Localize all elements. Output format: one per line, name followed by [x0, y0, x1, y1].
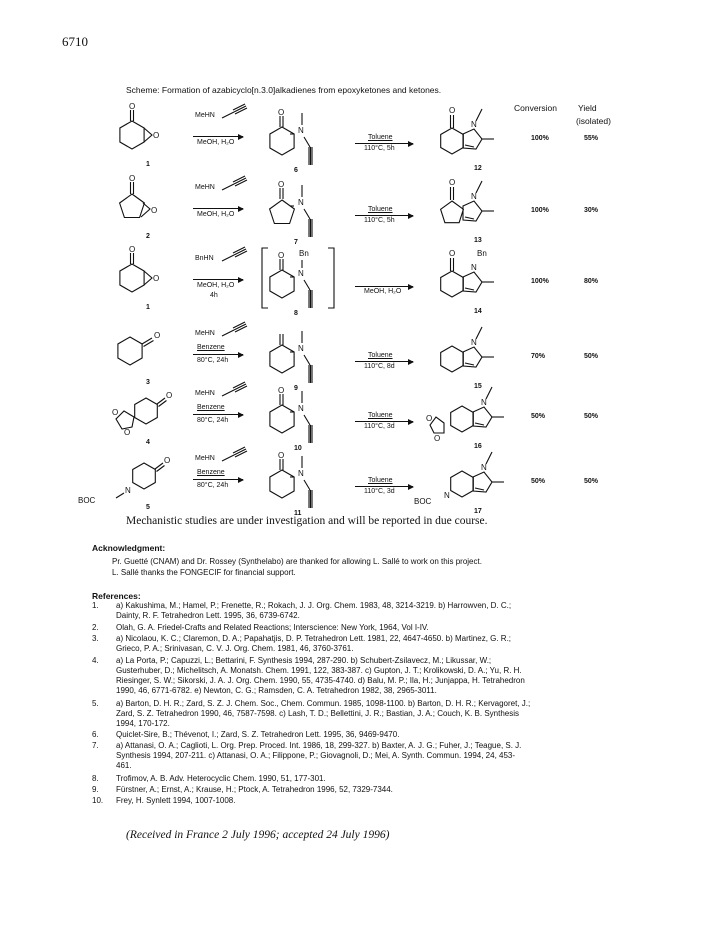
atom-label: O [278, 386, 285, 395]
reaction-conditions: Toluene [368, 412, 393, 419]
reference-line: Gusterhuber, D.; Michelitsch, A. Monatsh. Chem. 1991, 122, 383-387. c) Gupton, J. T.; Krolikowski, D. A.; Yu, R. H. [116, 666, 522, 675]
compound-number: 7 [294, 239, 298, 246]
reaction-conditions: Benzene [197, 344, 225, 351]
starting-material-structure [110, 383, 173, 437]
reference-line: Frey, H. Synlett 1994, 1007-1008. [116, 796, 236, 805]
conversion-value: 50% [531, 413, 546, 420]
reference-number: 3. [92, 634, 99, 643]
reaction-conditions: Toluene [368, 477, 393, 484]
compound-number: 5 [146, 504, 150, 511]
column-header-yield-sub: (isolated) [576, 116, 611, 126]
reference-line: Riesinger, S. W.; Sikorski, J. A. J. Org. Chem. 1990, 55, 4735-4740. d) Balu, M. P.; Ila, H.; Junjappa, H. Tetrahedron [116, 676, 525, 685]
atom-label: N [444, 491, 450, 500]
atom-label: O [449, 106, 456, 115]
starting-material-structure [110, 174, 170, 231]
atom-label: N [481, 463, 487, 472]
yield-value: 30% [584, 207, 599, 214]
compound-number: 13 [474, 237, 482, 244]
atom-label: O [151, 206, 158, 215]
atom-label: N [298, 269, 304, 278]
propargyl-group [222, 384, 248, 402]
atom-label: O [278, 251, 285, 260]
propargyl-group [222, 249, 248, 267]
reaction-conditions: 110°C, 5h [364, 217, 395, 224]
reaction-arrow [193, 354, 243, 355]
compound-number: 10 [294, 445, 302, 452]
atom-label: N [471, 263, 477, 272]
reaction-conditions: 80°C, 24h [197, 482, 229, 489]
reference-line: Quiclet-Sire, B.; Thévenot, I.; Zard, S. Z. Tetrahedron Lett. 1995, 36, 9469-9470. [116, 730, 400, 739]
atom-label: N [298, 344, 304, 353]
propargyl-group [222, 106, 248, 124]
reference-number: 6. [92, 730, 99, 739]
atom-label: O [124, 428, 131, 437]
reaction-conditions: 80°C, 24h [197, 357, 229, 364]
propargyl-group [222, 324, 248, 342]
reaction-conditions: Toluene [368, 206, 393, 213]
reference-text [116, 623, 626, 633]
propargyl-group [222, 449, 248, 467]
atom-label: O [112, 408, 119, 417]
reaction-conditions: 110°C, 8d [364, 363, 395, 370]
reference-line: 1990, 46, 6771-6782. e) Newton, C. G.; Ramsden, C. A. Tetrahedron 1982, 38, 2965-3011. [116, 686, 437, 695]
reference-line: Dainty, R. F. Tetrahedron Lett. 1995, 36, 6739-6742. [116, 611, 300, 620]
compound-number: 11 [294, 510, 302, 517]
conversion-value: 70% [531, 353, 546, 360]
atom-label: O [278, 108, 285, 117]
compound-number: 1 [146, 161, 150, 168]
product-structure [430, 246, 510, 306]
reference-text [116, 741, 626, 771]
reference-text [116, 796, 626, 806]
intermediate-structure [262, 446, 334, 512]
atom-label: O [154, 331, 161, 340]
reference-line: Synthesis 1994, 207-211. c) Attanasi, O. A.; Filippone, P.; Giovagnoli, D.; Mei, A. Synth. Commun. 1994, 24, 453- [116, 751, 516, 760]
acknowledgment-line: L. Sallé thanks the FONGECIF for financial support. [112, 568, 296, 577]
reference-line: a) Nicolaou, K. C.; Claremon, D. A.; Papahatjis, D. P. Tetrahedron Lett. 1981, 22, 4647-4650. b) Martinez, G. R.; [116, 634, 512, 643]
reaction-arrow [355, 486, 413, 487]
compound-number: 9 [294, 385, 298, 392]
reference-number: 9. [92, 785, 99, 794]
reference-text [116, 774, 626, 784]
reaction-conditions: MeOH, H₂O [197, 282, 235, 289]
reference-text [116, 730, 626, 740]
atom-label: N [298, 404, 304, 413]
reference-text [116, 656, 626, 696]
compound-number: 15 [474, 383, 482, 390]
atom-label: N [471, 192, 477, 201]
atom-label: O [153, 131, 160, 140]
atom-label: O [129, 102, 136, 111]
reaction-conditions: 110°C, 5h [364, 145, 395, 152]
reaction-arrow [193, 479, 243, 480]
intermediate-structure [262, 175, 334, 241]
reference-text [116, 699, 626, 729]
column-header-conversion: Conversion [514, 103, 557, 113]
atom-label: O [129, 174, 136, 183]
atom-label: Bn [477, 249, 487, 258]
reference-number: 8. [92, 774, 99, 783]
reference-line: Trofimov, A. B. Adv. Heterocyclic Chem. 1990, 51, 177-301. [116, 774, 326, 783]
amine-reagent-label: MeHN [195, 455, 215, 462]
yield-value: 50% [584, 478, 599, 485]
mechanistic-note: Mechanistic studies are under investigation and will be reported in due course. [126, 515, 488, 527]
atom-label: O [153, 274, 160, 283]
compound-number: 1 [146, 304, 150, 311]
reference-number: 4. [92, 656, 99, 665]
reaction-arrow [193, 136, 243, 137]
reaction-conditions: 110°C, 3d [364, 488, 395, 495]
reaction-arrow [193, 279, 243, 280]
reference-number: 5. [92, 699, 99, 708]
reference-line: Grieco, P. A.; Srinivasan, C. V. J. Org. Chem. 1981, 46, 3760-3761. [116, 644, 354, 653]
atom-label: O [166, 391, 173, 400]
product-structure [430, 103, 510, 163]
reference-number: 2. [92, 623, 99, 632]
conversion-value: 100% [531, 207, 549, 214]
intermediate-structure [262, 321, 334, 387]
yield-value: 50% [584, 353, 599, 360]
atom-label: N [298, 198, 304, 207]
product-structure [430, 321, 510, 381]
intermediate-structure [262, 103, 334, 169]
conversion-value: 100% [531, 135, 549, 142]
compound-number: 2 [146, 233, 150, 240]
atom-label: O [164, 456, 171, 465]
atom-label: O [434, 434, 441, 443]
atom-label: O [449, 178, 456, 187]
reaction-conditions: Benzene [197, 404, 225, 411]
reaction-arrow [355, 143, 413, 144]
reaction-conditions: MeOH, H₂O [197, 139, 235, 146]
atom-label: O [278, 180, 285, 189]
reference-line: a) La Porta, P.; Capuzzi, L.; Bettarini, F. Synthesis 1994, 287-290. b) Schubert-Zsilavecz, M.; Likussar, W.; [116, 656, 492, 665]
conversion-value: 100% [531, 278, 549, 285]
yield-value: 55% [584, 135, 599, 142]
atom-label: N [471, 120, 477, 129]
atom-label: O [426, 414, 433, 423]
yield-value: 80% [584, 278, 599, 285]
reference-line: 461. [116, 761, 132, 770]
compound-number: 14 [474, 308, 482, 315]
amine-reagent-label: MeHN [195, 330, 215, 337]
compound-number: 3 [146, 379, 150, 386]
intermediate-structure [262, 246, 334, 312]
atom-label: O [449, 249, 456, 258]
reaction-conditions: Toluene [368, 134, 393, 141]
reference-text [116, 601, 626, 621]
starting-material-structure [110, 245, 170, 302]
atom-label: N [125, 486, 131, 495]
amine-reagent-label: MeHN [195, 112, 215, 119]
conversion-value: 50% [531, 478, 546, 485]
atom-label: N [471, 338, 477, 347]
reference-line: Olah, G. A. Friedel-Crafts and Related Reactions; Interscience: New York, 1964, Vol I-IV. [116, 623, 429, 632]
atom-label: O [129, 245, 136, 254]
reaction-conditions: Benzene [197, 469, 225, 476]
atom-label: Bn [299, 249, 309, 258]
product-structure [414, 446, 510, 506]
references-heading: References: [92, 591, 141, 601]
column-header-yield: Yield [578, 103, 597, 113]
reaction-arrow [193, 414, 243, 415]
reaction-arrow [355, 361, 413, 362]
compound-number: 17 [474, 508, 482, 515]
compound-number: 8 [294, 310, 298, 317]
acknowledgment-line: Pr. Guetté (CNAM) and Dr. Rossey (Synthelabo) are thanked for allowing L. Sallé to work on this project. [112, 557, 482, 566]
propargyl-group [222, 178, 248, 196]
reaction-conditions: MeOH, H₂O [364, 288, 402, 295]
reference-line: Zard, S. Z. Tetrahedron 1990, 46, 7587-7598. c) Lash, T. D.; Bellettini, J. R.; Bastian, J. A.; Couch, K. B. Synthesis [116, 709, 520, 718]
atom-label: O [278, 451, 285, 460]
starting-material-structure [78, 448, 171, 505]
reference-text [116, 634, 626, 654]
amine-reagent-label: BnHN [195, 255, 214, 262]
product-structure [430, 175, 510, 235]
reference-line: a) Attanasi, O. A.; Caglioti, L. Org. Prep. Proced. Int. 1986, 18, 299-327. b) Baxter, A. J. G.; Fuher, J.; Teague, S. J. [116, 741, 522, 750]
atom-label: N [298, 469, 304, 478]
compound-number: 16 [474, 443, 482, 450]
amine-reagent-label: MeHN [195, 184, 215, 191]
scheme-caption: Scheme: Formation of azabicyclo[n.3.0]alkadienes from epoxyketones and ketones. [126, 85, 442, 95]
acknowledgment-heading: Acknowledgment: [92, 543, 166, 553]
reaction-conditions: 110°C, 3d [364, 423, 395, 430]
product-structure [426, 381, 510, 443]
reaction-conditions: Toluene [368, 352, 393, 359]
reference-number: 1. [92, 601, 99, 610]
reference-number: 10. [92, 796, 104, 805]
atom-label: BOC [414, 497, 432, 506]
atom-label: N [481, 398, 487, 407]
reaction-conditions: 4h [210, 292, 218, 299]
atom-label: BOC [78, 496, 96, 505]
reaction-arrow [355, 421, 413, 422]
received-dates: (Received in France 2 July 1996; accepted 24 July 1996) [126, 829, 390, 841]
reaction-arrow [193, 208, 243, 209]
reference-text [116, 785, 626, 795]
reaction-arrow [355, 215, 413, 216]
atom-label: N [298, 126, 304, 135]
reference-line: 1994, 170-172. [116, 719, 170, 728]
page-number: 6710 [62, 34, 88, 49]
reference-line: a) Barton, D. H. R.; Zard, S. Z. J. Chem. Soc., Chem. Commun. 1985, 1098-1100. b) Barton, D. H. R.; Kervagoret, J.; [116, 699, 531, 708]
yield-value: 50% [584, 413, 599, 420]
compound-number: 6 [294, 167, 298, 174]
starting-material-structure [110, 323, 170, 377]
compound-number: 12 [474, 165, 482, 172]
starting-material-structure [110, 102, 170, 159]
amine-reagent-label: MeHN [195, 390, 215, 397]
reference-line: Fürstner, A.; Ernst, A.; Krause, H.; Ptock, A. Tetrahedron 1996, 52, 7329-7344. [116, 785, 393, 794]
compound-number: 4 [146, 439, 150, 446]
reaction-conditions: MeOH, H₂O [197, 211, 235, 218]
reaction-arrow [355, 286, 413, 287]
reference-number: 7. [92, 741, 99, 750]
intermediate-structure [262, 381, 334, 447]
reference-line: a) Kakushima, M.; Hamel, P.; Frenette, R.; Rokach, J. J. Org. Chem. 1983, 48, 3214-3219. b) Harrowven, D. C.; [116, 601, 512, 610]
reaction-conditions: 80°C, 24h [197, 417, 229, 424]
